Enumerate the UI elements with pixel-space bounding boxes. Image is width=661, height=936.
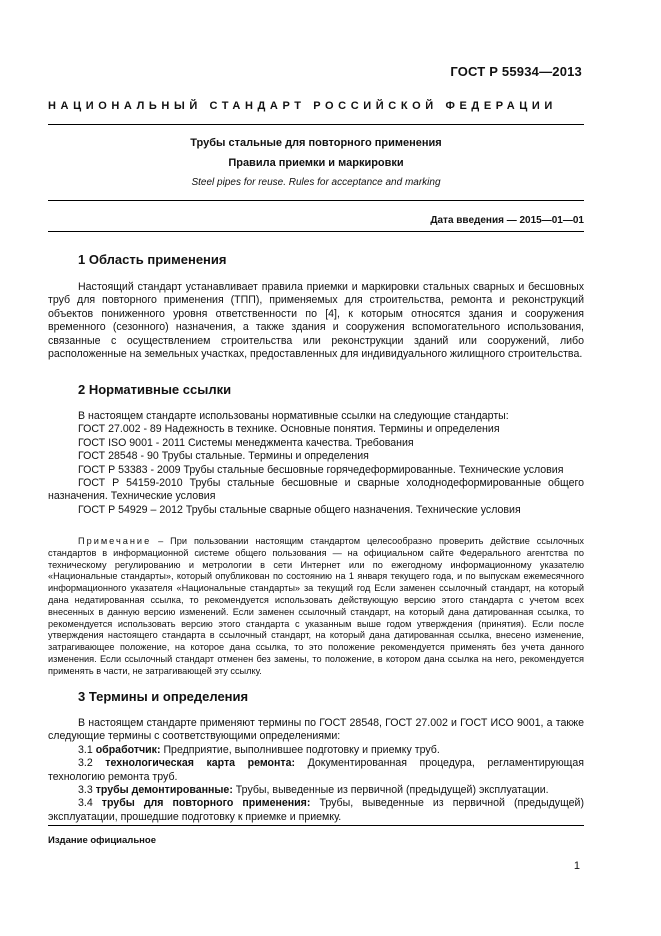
official-edition-label: Издание официальное: [48, 835, 156, 846]
term-item: [48, 784, 584, 797]
reference-item: ГОСТ 28548 - 90 Трубы стальные. Термины и определения: [78, 450, 369, 463]
divider-footer: [48, 825, 584, 826]
term-name: трубы демонтированные:: [95, 784, 233, 797]
term-number: 3.3: [78, 784, 93, 797]
references-note: [48, 536, 584, 678]
term-number: 3.4: [78, 797, 93, 810]
term-number: 3.2: [78, 757, 93, 770]
term-definition: Трубы, выведенные из первичной (предыдущей) эксплуатации.: [232, 784, 549, 797]
term-item: [48, 744, 584, 757]
note-text: – При пользовании настоящим стандартом целесообразно проверить действие ссылочных стандартов в информационной системе общего пользования — на официальном сайте Федерального агентства по техническому регулированию и метрологии в сети Интернет или по ежегодному информационному указателю «Национальные стандарты», который опубликован по состоянию на 1 января текущего года, и по выпускам ежемесячного информационного указателя «Национальные стандарты» за текущий год Если заменен ссылочный стандарт, на который дана недатированная ссылка, то рекомендуется использовать действующую версию этого стандарта с учетом всех внесенных в данную версию изменений. Если заменен ссылочный стандарт, на который дана датированная ссылка, то рекомендуется использовать версию этого стандарта с указанным выше годом утверждения (принятия). Если после утверждения настоящего стандарта в ссылочный стандарт, на который дана датированная ссылка, внесено изменение, затрагивающее положение, на которое дана ссылка, то это положение рекомендуется применять без учета данного изменения. Если ссылочный стандарт отменен без замены, то положение, в котором дана ссылка на него, рекомендуется применять в части, не затрагивающей эту ссылку.: [48, 536, 584, 676]
standard-code: ГОСТ Р 55934—2013: [450, 64, 582, 79]
document-title: Трубы стальные для повторного применения: [190, 137, 442, 149]
reference-item: ГОСТ 27.002 - 89 Надежность в технике. Основные понятия. Термины и определения: [78, 423, 500, 436]
reference-item: ГОСТ Р 54159-2010 Трубы стальные бесшовные и сварные холоднодеформированные общего назначения. Технические условия: [48, 477, 584, 503]
term-name: технологическая карта ремонта:: [105, 757, 296, 770]
reference-item: ГОСТ ISO 9001 - 2011 Системы менеджмента качества. Требования: [78, 436, 414, 449]
section-2-list: [48, 410, 584, 517]
section-1-heading: 1 Область применения: [78, 252, 227, 267]
term-item: [48, 757, 584, 784]
term-definition: Документированная процедура, регламентирующая технологию ремонта труб.: [48, 757, 584, 783]
term-name: трубы для повторного применения:: [101, 797, 311, 810]
note-label: Примечание: [78, 536, 152, 546]
divider-title: [48, 200, 584, 201]
divider-top: [48, 124, 584, 125]
section-2-heading: 2 Нормативные ссылки: [78, 382, 232, 397]
effective-date: Дата введения — 2015—01—01: [430, 215, 584, 226]
term-definition: Трубы, выведенные из первичной (предыдущей) эксплуатации, прошедшие подготовку к приемке и приемку.: [48, 797, 585, 823]
term-name: обработчик:: [95, 743, 161, 756]
reference-item: ГОСТ Р 54929 – 2012 Трубы стальные сварные общего назначения. Технические условия: [78, 503, 521, 516]
national-standard-banner: НАЦИОНАЛЬНЫЙ СТАНДАРТ РОССИЙСКОЙ ФЕДЕРАЦИИ: [48, 100, 557, 112]
term-definition: Предприятие, выполнившее подготовку и приемку труб.: [160, 743, 440, 756]
page-number: 1: [573, 860, 580, 872]
terms-intro: В настоящем стандарте применяют термины по ГОСТ 28548, ГОСТ 27.002 и ГОСТ ИСО 9001, а также следующие термины с соответствующими определениями:: [48, 717, 584, 743]
section-1-text: [48, 281, 584, 361]
english-title: Steel pipes for reuse. Rules for acceptance and marking: [191, 177, 441, 188]
references-intro: В настоящем стандарте использованы нормативные ссылки на следующие стандарты:: [78, 410, 509, 422]
term-number: 3.1: [78, 743, 93, 756]
section-3-heading: 3 Термины и определения: [78, 689, 249, 704]
reference-item: ГОСТ Р 53383 - 2009 Трубы стальные бесшовные горячедеформированные. Технические условия: [78, 463, 564, 476]
term-item: [48, 797, 584, 824]
section-3-text: [48, 717, 584, 824]
divider-date: [48, 231, 584, 232]
scope-paragraph: Настоящий стандарт устанавливает правила приемки и маркировки стальных сварных и бесшовных труб для повторного применения (ТПП), применяемых для строительства, ремонта и реконструкций объектов пониженного уровня ответственности по [4], к которым относятся здания и сооружения временного (сезонного) назначения, а также здания и сооружения вспомогательного использования, связанные с осуществлением строительства или реконструкции зданий или сооружений, либо расположенные на земельных участках, предоставленных для индивидуального жилищного строительства.: [48, 281, 584, 361]
document-subtitle: Правила приемки и маркировки: [228, 157, 404, 169]
